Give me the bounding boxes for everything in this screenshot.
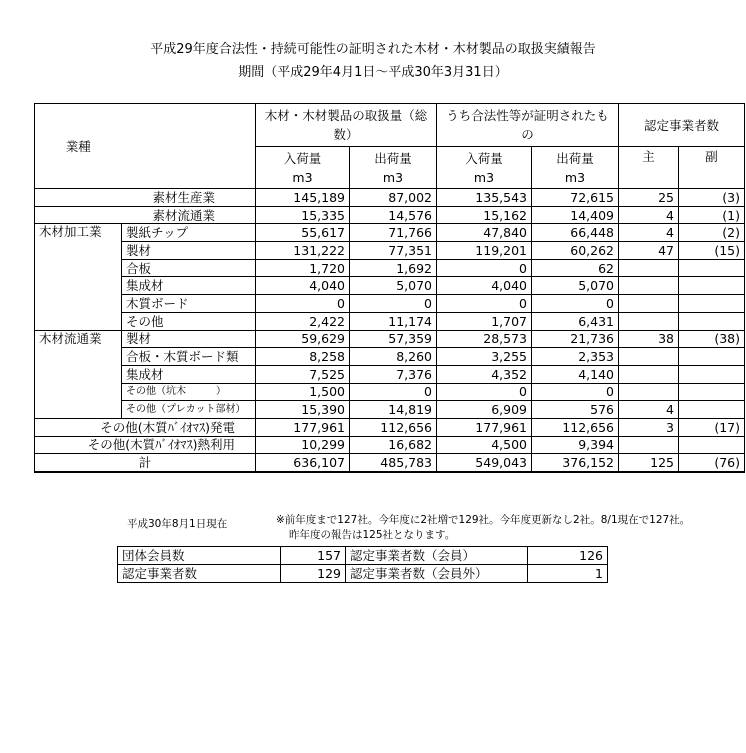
- item-cell: 製材: [122, 330, 256, 348]
- main-cell: [619, 259, 679, 277]
- in-cert-cell: 4,040: [437, 277, 532, 295]
- item-cell: 合板・木質ボード類: [122, 348, 256, 366]
- certified-total-value: 129: [281, 565, 346, 583]
- in-cert-cell: 4,500: [437, 436, 532, 454]
- out-total-cell: 0: [350, 295, 437, 313]
- out-total-cell: 8,260: [350, 348, 437, 366]
- out-total-cell: 11,174: [350, 312, 437, 330]
- in-total-cell: 15,335: [256, 206, 350, 224]
- main-cell: [619, 312, 679, 330]
- total-handled-header: 木材・木材製品の取扱量（総数）: [256, 104, 437, 147]
- out-total-cell: 5,070: [350, 277, 437, 295]
- out-cert-cell: 112,656: [532, 418, 619, 436]
- sub-cell: [679, 365, 745, 383]
- main-cell: 38: [619, 330, 679, 348]
- item-cell: 木質ボード: [122, 295, 256, 313]
- main-cell: 47: [619, 242, 679, 260]
- sub-cell: [679, 277, 745, 295]
- table-row: [35, 383, 745, 401]
- report-period: 期間（平成29年4月1日～平成30年3月31日）: [238, 65, 508, 80]
- item-cell: 合板: [122, 259, 256, 277]
- sub-cell: (2): [679, 224, 745, 242]
- table-row: [35, 189, 745, 207]
- out-cert-cell: 0: [532, 383, 619, 401]
- industry-cell: その他(木質ﾊﾞｲｵﾏｽ)熱利用: [35, 436, 256, 454]
- in-total-cell: 10,299: [256, 436, 350, 454]
- item-cell: その他: [122, 312, 256, 330]
- table-row: [35, 401, 745, 419]
- main-cell: 125: [619, 454, 679, 472]
- in-cert-cell: 0: [437, 295, 532, 313]
- certified-total-label: 認定事業者数: [118, 565, 281, 583]
- certified-nonmembers-value: 1: [528, 565, 608, 583]
- inbound-label: 入荷量: [465, 150, 503, 166]
- in-cert-cell: 0: [437, 383, 532, 401]
- certified-header: うち合法性等が証明されたもの: [437, 104, 619, 147]
- in-total-cell: 1,720: [256, 259, 350, 277]
- out-total-cell: 14,819: [350, 401, 437, 419]
- sub-cell: [679, 401, 745, 419]
- in-cert-cell: 47,840: [437, 224, 532, 242]
- in-total-cell: 2,422: [256, 312, 350, 330]
- in-total-cell: 59,629: [256, 330, 350, 348]
- group-members-value: 157: [281, 547, 346, 565]
- sub-cell: [679, 436, 745, 454]
- in-cert-cell: 549,043: [437, 454, 532, 472]
- main-cell: 4: [619, 401, 679, 419]
- main-cell: [619, 295, 679, 313]
- sub-cell: [679, 383, 745, 401]
- sub-cell: [679, 348, 745, 366]
- industry-cell: 素材流通業: [35, 206, 256, 224]
- out-cert-cell: 4,140: [532, 365, 619, 383]
- sub-cell: (1): [679, 206, 745, 224]
- out-cert-cell: 72,615: [532, 189, 619, 207]
- unit-label: m3: [292, 169, 313, 185]
- in-cert-cell: 28,573: [437, 330, 532, 348]
- item-cell: その他（プレカット部材）: [122, 401, 256, 419]
- out-cert-cell: 6,431: [532, 312, 619, 330]
- out-total-cell: 112,656: [350, 418, 437, 436]
- sub-cell: [679, 295, 745, 313]
- industry-cell: 計: [35, 454, 256, 472]
- out-total-cell: 77,351: [350, 242, 437, 260]
- footnote-line-2: 昨年度の報告は125社となります。: [289, 529, 456, 541]
- certified-members-label: 認定事業者数（会員）: [346, 547, 528, 565]
- out-total-cell: 1,692: [350, 259, 437, 277]
- out-cert-cell: 62: [532, 259, 619, 277]
- item-cell: 集成材: [122, 365, 256, 383]
- table-row: [35, 330, 745, 348]
- in-total-cell: 145,189: [256, 189, 350, 207]
- outbound-total-header: [350, 147, 437, 189]
- sub-cell: [679, 312, 745, 330]
- out-total-cell: 87,002: [350, 189, 437, 207]
- out-cert-cell: 576: [532, 401, 619, 419]
- in-cert-cell: 3,255: [437, 348, 532, 366]
- footnote-line-1: ※前年度まで127社。今年度に2社増で129社。今年度更新なし2社。8/1現在で127社。: [276, 514, 691, 526]
- sub-header: 副: [679, 147, 745, 189]
- main-cell: 4: [619, 224, 679, 242]
- table-row: [35, 418, 745, 436]
- sub-cell: (17): [679, 418, 745, 436]
- table-row: [35, 277, 745, 295]
- main-cell: [619, 277, 679, 295]
- out-cert-cell: 60,262: [532, 242, 619, 260]
- as-of-date: 平成30年8月1日現在: [127, 518, 228, 530]
- out-cert-cell: 21,736: [532, 330, 619, 348]
- outbound-certified-header: [532, 147, 619, 189]
- in-total-cell: 4,040: [256, 277, 350, 295]
- industry-header: 業種: [35, 104, 122, 189]
- table-row: [35, 348, 745, 366]
- sub-cell: (15): [679, 242, 745, 260]
- main-cell: [619, 348, 679, 366]
- main-cell: 4: [619, 206, 679, 224]
- in-total-cell: 55,617: [256, 224, 350, 242]
- in-cert-cell: 135,543: [437, 189, 532, 207]
- table-row: [35, 295, 745, 313]
- table-row: [35, 206, 745, 224]
- inbound-certified-header: [437, 147, 532, 189]
- in-cert-cell: 15,162: [437, 206, 532, 224]
- item-cell: 製材: [122, 242, 256, 260]
- table-row: [35, 224, 745, 242]
- in-total-cell: 0: [256, 295, 350, 313]
- industry-cell: その他(木質ﾊﾞｲｵﾏｽ)発電: [35, 418, 256, 436]
- in-total-cell: 131,222: [256, 242, 350, 260]
- outbound-label: 出荷量: [556, 150, 594, 166]
- out-cert-cell: 14,409: [532, 206, 619, 224]
- in-cert-cell: 6,909: [437, 401, 532, 419]
- in-cert-cell: 177,961: [437, 418, 532, 436]
- out-total-cell: 7,376: [350, 365, 437, 383]
- item-cell: 製紙チップ: [122, 224, 256, 242]
- out-cert-cell: 5,070: [532, 277, 619, 295]
- table-row: [35, 259, 745, 277]
- table-row: [35, 454, 745, 472]
- group-members-label: 団体会員数: [118, 547, 281, 565]
- main-cell: 25: [619, 189, 679, 207]
- main-header: 主: [619, 147, 679, 189]
- in-total-cell: 1,500: [256, 383, 350, 401]
- in-cert-cell: 119,201: [437, 242, 532, 260]
- table-row: [35, 242, 745, 260]
- in-total-cell: 7,525: [256, 365, 350, 383]
- inbound-total-header: [256, 147, 350, 189]
- handling-results-table: [34, 103, 745, 473]
- certified-operators-header: 認定事業者数: [619, 104, 745, 147]
- in-cert-cell: 4,352: [437, 365, 532, 383]
- main-cell: [619, 383, 679, 401]
- industry-header-blank: [122, 104, 256, 189]
- table-row: [35, 436, 745, 454]
- in-total-cell: 15,390: [256, 401, 350, 419]
- item-cell: 集成材: [122, 277, 256, 295]
- in-cert-cell: 0: [437, 259, 532, 277]
- inbound-label: 入荷量: [283, 150, 322, 166]
- out-total-cell: 0: [350, 383, 437, 401]
- sub-cell: [679, 259, 745, 277]
- unit-label: m3: [564, 169, 586, 185]
- main-cell: [619, 365, 679, 383]
- in-total-cell: 636,107: [256, 454, 350, 472]
- out-total-cell: 71,766: [350, 224, 437, 242]
- out-cert-cell: 0: [532, 295, 619, 313]
- industry-cell: 素材生産業: [35, 189, 256, 207]
- unit-label: m3: [382, 169, 404, 185]
- unit-label: m3: [473, 169, 495, 185]
- sub-cell: (76): [679, 454, 745, 472]
- report-title: 平成29年度合法性・持続可能性の証明された木材・木材製品の取扱実績報告: [150, 42, 596, 57]
- industry-group-cell: 木材加工業: [35, 224, 122, 330]
- out-total-cell: 16,682: [350, 436, 437, 454]
- outbound-label: 出荷量: [374, 150, 412, 166]
- sub-cell: (38): [679, 330, 745, 348]
- certified-members-value: 126: [528, 547, 608, 565]
- out-cert-cell: 66,448: [532, 224, 619, 242]
- table-row: [35, 312, 745, 330]
- industry-group-cell: 木材流通業: [35, 330, 122, 418]
- out-cert-cell: 2,353: [532, 348, 619, 366]
- in-total-cell: 177,961: [256, 418, 350, 436]
- table-row: [35, 365, 745, 383]
- in-cert-cell: 1,707: [437, 312, 532, 330]
- certified-nonmembers-label: 認定事業者数（会員外）: [346, 565, 528, 583]
- member-count-table: [117, 546, 608, 583]
- out-total-cell: 14,576: [350, 206, 437, 224]
- out-cert-cell: 376,152: [532, 454, 619, 472]
- out-total-cell: 485,783: [350, 454, 437, 472]
- sub-cell: (3): [679, 189, 745, 207]
- main-cell: 3: [619, 418, 679, 436]
- main-cell: [619, 436, 679, 454]
- out-total-cell: 57,359: [350, 330, 437, 348]
- out-cert-cell: 9,394: [532, 436, 619, 454]
- item-cell: その他（坑木 ）: [122, 383, 256, 401]
- in-total-cell: 8,258: [256, 348, 350, 366]
